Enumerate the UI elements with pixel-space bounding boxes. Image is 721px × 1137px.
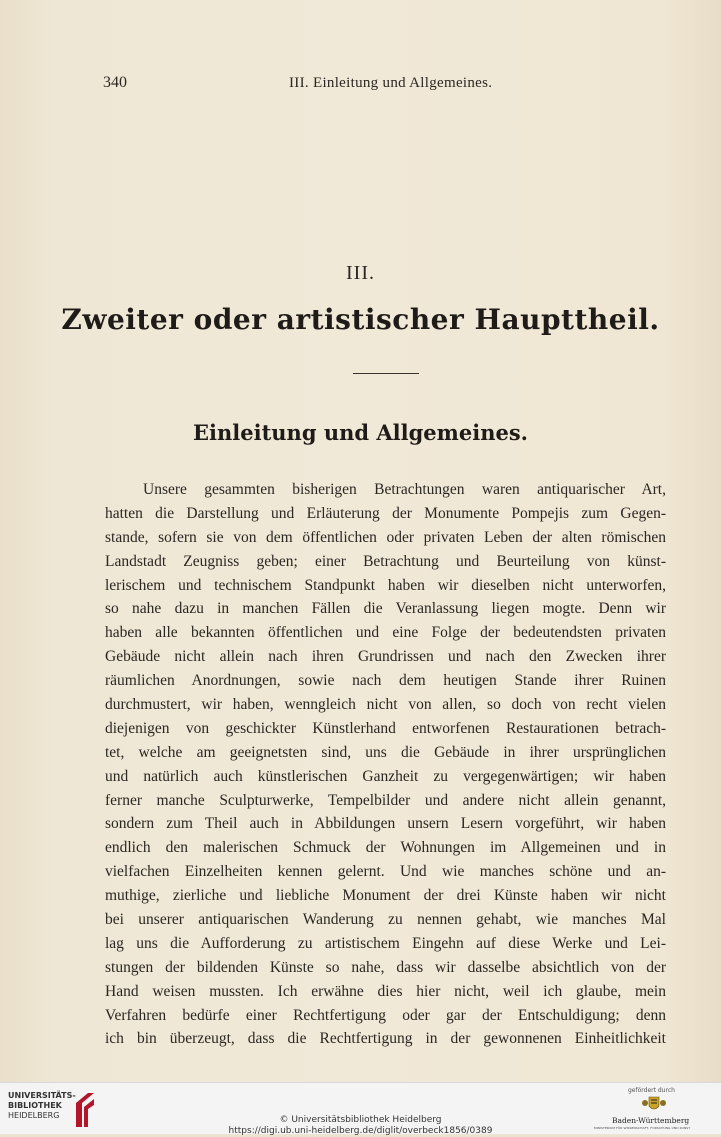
body-line: endlich den malerischen Schmuck der Wohnungen im Allgemeinen und in [105,839,666,857]
running-title: III. Einleitung und Allgemeines. [289,75,493,91]
body-line: Unsere gesammten bisherigen Betrachtungen waren antiquarischer Art, [143,481,666,498]
body-line: Verfahren bedürfe einer Rechtfertigung oder gar der Entschuldigung; denn [105,1006,666,1024]
part-title: Zweiter oder artistischer Haupttheil. [61,303,660,336]
viewer-footer [0,1082,721,1134]
permalink-url[interactable]: https://digi.ub.uni-heidelberg.de/diglit/overbeck1856/0389 [228,1126,493,1136]
part-numeral: III. [346,262,375,284]
title-divider [353,373,419,374]
body-line: lerischem und technischem Standpunkt haben wir dieselben nicht unterworfen, [105,576,666,594]
section-title: Einleitung und Allgemeines. [193,420,528,445]
body-line: lag uns die Aufforderung zu artistischem Eingehn auf diese Werke und Lei- [105,934,666,952]
funder-ministry: MINISTERIUM FÜR WISSENSCHAFT, FORSCHUNG UND KUNST [594,1126,691,1130]
body-text [105,478,666,1051]
coat-of-arms-icon [640,1094,668,1114]
library-name-line: HEIDELBERG [8,1111,60,1120]
body-line: diejenigen von geschickter Künstlerhand entworfenen Restaurationen betrach- [105,719,666,737]
body-line: bei unserer antiquarischen Wanderung zu nennen gehabt, wie manches Mal [105,911,666,929]
body-line: stande, sofern sie von dem öffentlichen oder privaten Leben der alten römischen [105,528,666,546]
funder-label: gefördert durch [628,1087,675,1094]
body-line: haben alle bekannten öffentlichen und eine Folge der bedeutendsten privaten [105,624,666,642]
body-line: stungen der bildenden Künste so nahe, dass wir dasselbe absichtlich von der [105,958,666,976]
body-line: tet, welche am geeignetsten sind, uns die Gebäude in ihrer ursprünglichen [105,743,666,761]
body-line: vielfachen Einzelheiten kennen gelernt. Und wie manches schöne und an- [105,863,666,881]
body-line: hatten die Darstellung und Erläuterung der Monumente Pompejis zum Gegen- [105,504,666,522]
body-line: sondern zum Theil auch in Abbildungen unsern Lesern vorgeführt, wir haben [105,815,666,833]
body-line: muthige, zierliche und liebliche Monument der drei Künste haben wir nicht [105,887,666,905]
body-line: durchmustert, wir haben, wenngleich nicht von allen, so doch von recht vielen [105,696,666,714]
library-name-line: BIBLIOTHEK [8,1101,62,1110]
funder-name: Baden-Württemberg [612,1116,690,1125]
body-line: Landstadt Zeugniss geben; einer Betrachtung und Beurteilung von künst- [105,552,666,570]
library-name-line: UNIVERSITÄTS- [8,1091,76,1100]
body-line: Hand weisen mussten. Ich erwähne dies hier nicht, weil ich glaube, mein [105,982,666,1000]
page-number: 340 [103,74,127,91]
body-line: und natürlich auch künstlerischen Ganzheit zu vergegenwärtigen; wir haben [105,767,666,785]
body-line: ferner manche Sculpturwerke, Tempelbilder und andere nicht allein genannt, [105,791,666,809]
body-line: Gebäude nicht allein nach ihren Grundrissen und nach den Zwecken ihrer [105,648,666,666]
body-line: ich bin überzeugt, dass die Rechtfertigung in der gewonnenen Einheitlichkeit [105,1030,666,1048]
body-line: räumlichen Anordnungen, sowie nach dem heutigen Stande ihrer Ruinen [105,672,666,690]
body-line: so nahe dazu in manchen Fällen die Veranlassung liegen mogte. Denn wir [105,600,666,618]
copyright-text: © Universitätsbibliothek Heidelberg [279,1115,442,1125]
running-head [0,74,721,96]
